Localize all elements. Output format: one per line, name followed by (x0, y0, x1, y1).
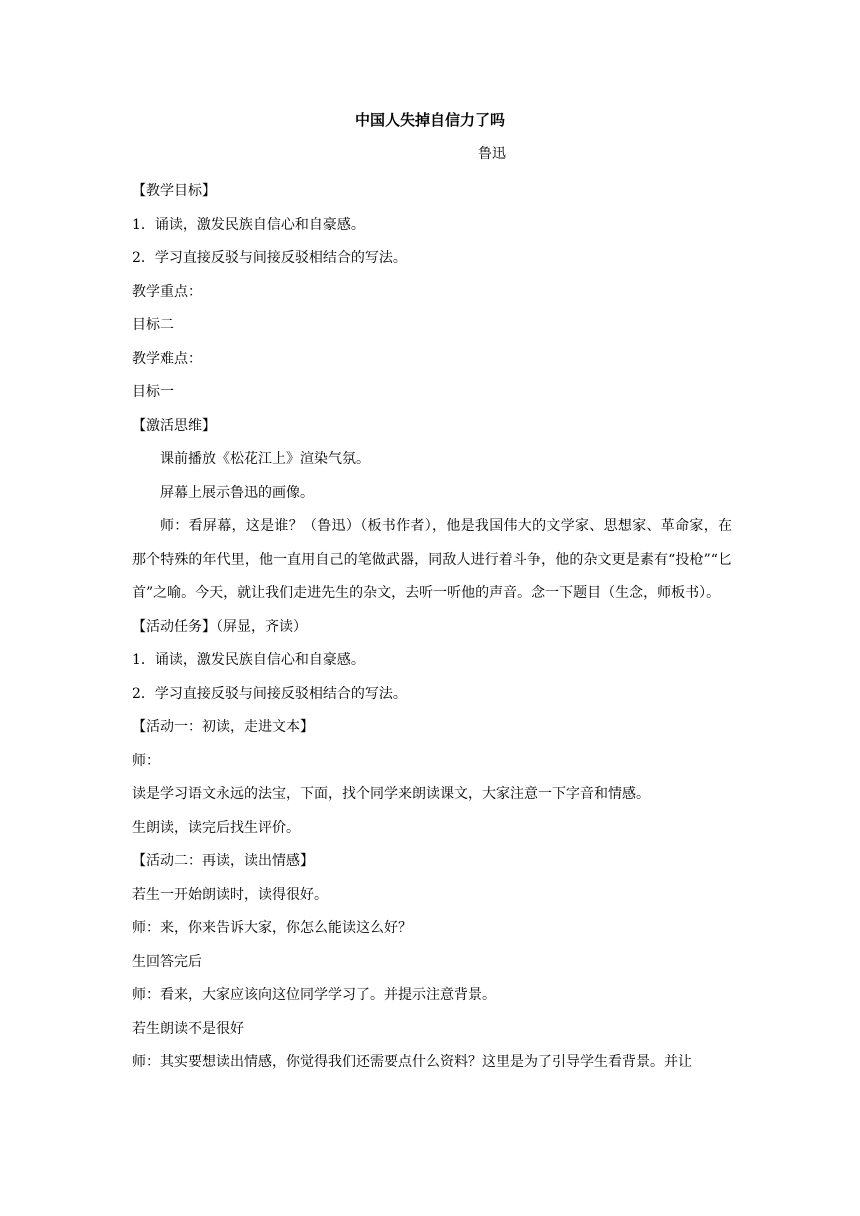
paragraph-reading-method: 读是学习语文永远的法宝，下面，找个同学来朗读课文，大家注意一下字音和情感。 (132, 786, 650, 802)
difficulty-label: 教学难点： (132, 350, 202, 367)
document-author: 鲁迅 (478, 146, 506, 162)
teacher-label: 师： (132, 752, 160, 769)
document-body (132, 175, 732, 1080)
paragraph-show-portrait: 屏幕上展示鲁迅的画像。 (160, 484, 314, 501)
task-item-1: 1．诵读，激发民族自信心和自豪感。 (132, 652, 365, 668)
task-item-2: 2．学习直接反驳与间接反驳相结合的写法。 (132, 685, 407, 702)
section-heading-activity-two: 【活动二：再读，读出情感】 (132, 853, 314, 869)
paragraph-if-not-good: 若生朗读不是很好 (132, 1020, 244, 1037)
goal-item-2: 2．学习直接反驳与间接反驳相结合的写法。 (132, 250, 407, 266)
paragraph-teacher-intro: 师：看屏幕，这是谁？（鲁迅）（板书作者），他是我国伟大的文学家、思想家、革命家，在那个特殊的年代里，他一直用自己的笔做武器，同敌人进行着斗争，他的杂文更是素有“投枪”“匕首”之喻。今天，就让我们走进先生的杂文，去听一听他的声音。念一下题目（生念，师板书）。 (132, 518, 732, 601)
key-point-label: 教学重点： (132, 283, 202, 300)
section-heading-activate-thinking: 【激活思维】 (132, 417, 216, 434)
key-point-value: 目标二 (132, 317, 174, 333)
paragraph-teacher-ask: 师：来，你来告诉大家，你怎么能读这么好？ (132, 920, 412, 936)
paragraph-after-answer: 生回答完后 (132, 953, 202, 970)
paragraph-if-good: 若生一开始朗读时，读得很好。 (132, 886, 328, 903)
difficulty-value: 目标一 (132, 384, 174, 400)
paragraph-teacher-guide: 师：其实要想读出情感，你觉得我们还需要点什么资料？这里是为了引导学生看背景。并让 (132, 1054, 692, 1070)
paragraph-student-reads: 生朗读，读完后找生评价。 (132, 819, 300, 836)
document-title: 中国人失掉自信力了吗 (354, 111, 505, 129)
section-heading-activity-tasks: 【活动任务】（屏显，齐读） (132, 618, 307, 635)
section-heading-teaching-goals: 【教学目标】 (132, 183, 216, 199)
paragraph-play-song: 课前播放《松花江上》渲染气氛。 (160, 451, 370, 467)
goal-item-1: 1．诵读，激发民族自信心和自豪感。 (132, 216, 365, 233)
section-heading-activity-one: 【活动一：初读，走进文本】 (132, 719, 314, 735)
paragraph-teacher-praise: 师：看来，大家应该向这位同学学习了。并提示注意背景。 (132, 987, 496, 1003)
